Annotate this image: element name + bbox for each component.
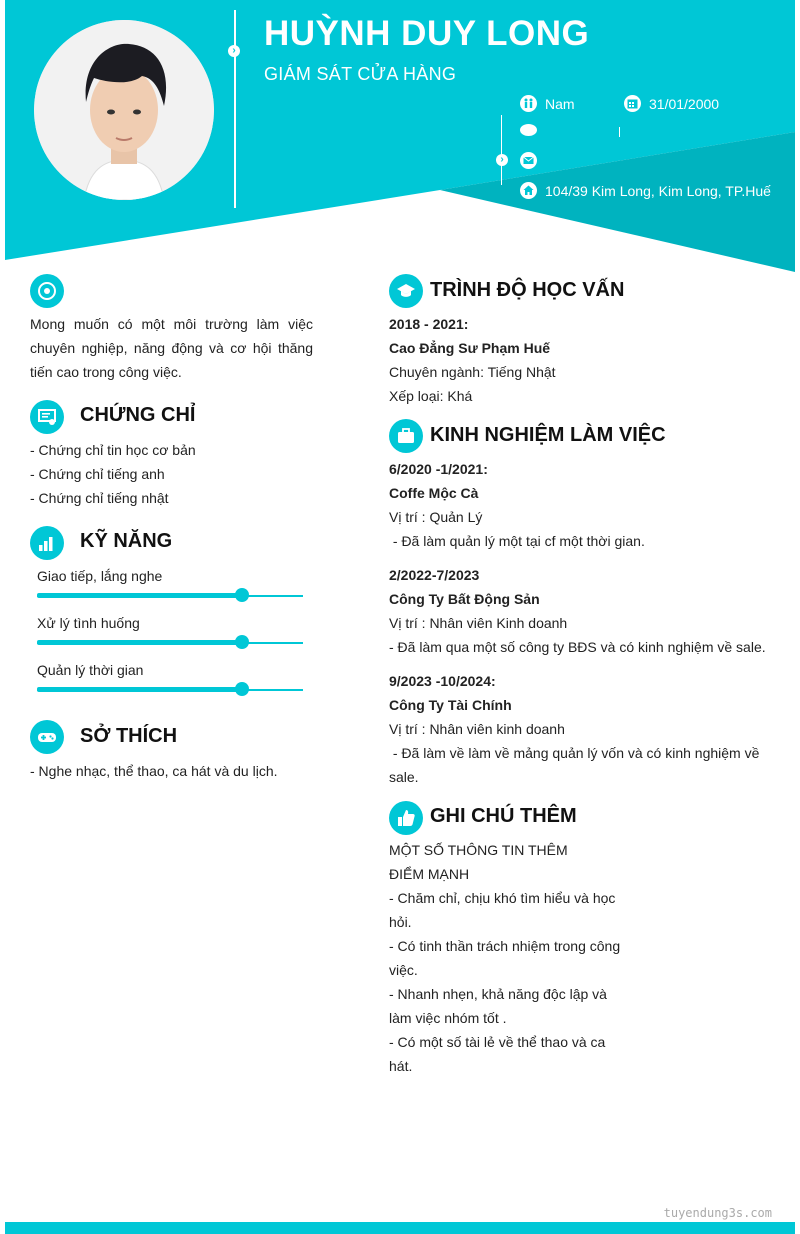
chevron-right-icon: ›: [228, 45, 240, 57]
job-position: Vị trí : Nhân viên kinh doanh: [389, 721, 565, 737]
gender-value: Nam: [545, 96, 575, 112]
skill-bar-fill: [37, 640, 242, 645]
note-line: - Nhanh nhẹn, khả năng độc lập và: [389, 986, 607, 1002]
education-title: TRÌNH ĐỘ HỌC VẤN: [430, 279, 625, 301]
candidate-name: HUỲNH DUY LONG: [264, 14, 590, 53]
skill-bar-knob: [235, 682, 249, 696]
target-icon: [30, 274, 64, 308]
certificate-icon: [30, 400, 64, 434]
note-line: - Có một số tài lẻ về thể thao và ca: [389, 1034, 606, 1050]
phone-icon: [520, 124, 537, 136]
note-line: MỘT SỐ THÔNG TIN THÊM: [389, 842, 568, 858]
note-line: hát.: [389, 1058, 413, 1074]
education-grade: Xếp loại: Khá: [389, 388, 473, 404]
job-position: Vị trí : Quản Lý: [389, 509, 483, 525]
job-description: - Đã làm về làm về mảng quản lý vốn và có kinh nghiệm về: [389, 745, 760, 761]
skill-label: Xử lý tình huống: [37, 615, 140, 631]
thumbs-up-icon: [389, 801, 423, 835]
note-line: việc.: [389, 962, 418, 978]
notes-title: GHI CHÚ THÊM: [430, 805, 577, 827]
job-description: - Đã làm quản lý một tại cf một thời gian.: [389, 533, 645, 549]
job-company: Công Ty Bất Động Sản: [389, 591, 540, 607]
note-line: - Có tinh thần trách nhiệm trong công: [389, 938, 621, 954]
note-line: - Chăm chỉ, chịu khó tìm hiểu và học: [389, 890, 616, 906]
skill-bar-knob: [235, 635, 249, 649]
education-major: Chuyên ngành: Tiếng Nhật: [389, 364, 556, 380]
note-line: ĐIỂM MẠNH: [389, 866, 470, 882]
certificate-item: - Chứng chỉ tiếng nhật: [30, 490, 169, 506]
hobbies-text: - Nghe nhạc, thể thao, ca hát và du lịch.: [30, 763, 278, 779]
email-icon: [520, 152, 537, 169]
skill-bar-fill: [37, 593, 242, 598]
skill-label: Giao tiếp, lắng nghe: [37, 568, 163, 584]
job-company: Công Ty Tài Chính: [389, 697, 512, 713]
certificates-title: CHỨNG CHỈ: [80, 404, 196, 426]
candidate-role: GIÁM SÁT CỬA HÀNG: [264, 64, 457, 84]
watermark-text: tuyendung3s.com: [663, 1206, 772, 1220]
briefcase-icon: [389, 419, 423, 453]
certificate-item: - Chứng chỉ tin học cơ bản: [30, 442, 196, 458]
note-line: làm việc nhóm tốt .: [389, 1010, 507, 1026]
bar-chart-icon: [30, 526, 64, 560]
skills-title: KỸ NĂNG: [80, 530, 173, 552]
gamepad-icon: [30, 720, 64, 754]
skill-bar-knob: [235, 588, 249, 602]
experience-title: KINH NGHIỆM LÀM VIỆC: [430, 424, 666, 446]
text-cursor: [619, 127, 620, 137]
job-period: 9/2023 -10/2024:: [389, 673, 496, 689]
footer-bar: [5, 1222, 795, 1234]
job-description: - Đã làm qua một số công ty BĐS và có kinh nghiệm về sale.: [389, 639, 766, 655]
education-period: 2018 - 2021:: [389, 316, 469, 332]
chevron-right-icon: ›: [496, 154, 508, 166]
graduation-cap-icon: [389, 274, 423, 308]
job-period: 6/2020 -1/2021:: [389, 461, 488, 477]
skill-label: Quản lý thời gian: [37, 662, 144, 678]
certificate-item: - Chứng chỉ tiếng anh: [30, 466, 165, 482]
gender-icon: [520, 95, 537, 112]
address-value: 104/39 Kim Long, Kim Long, TP.Huế: [545, 183, 771, 199]
job-company: Coffe Mộc Cà: [389, 485, 479, 501]
header-divider-line: [234, 10, 236, 208]
job-description: sale.: [389, 769, 419, 785]
calendar-icon: [624, 95, 641, 112]
skill-bar-fill: [37, 687, 242, 692]
note-line: hỏi.: [389, 914, 412, 930]
objective-text: Mong muốn có một môi trường làm việc chuyên nghiệp, năng động và cơ hội thăng tiến cao trong công việc.: [30, 316, 313, 380]
birthdate-value: 31/01/2000: [649, 96, 720, 112]
home-icon: [520, 182, 537, 199]
info-divider-line: [501, 115, 502, 185]
job-position: Vị trí : Nhân viên Kinh doanh: [389, 615, 568, 631]
education-school: Cao Đẳng Sư Phạm Huế: [389, 340, 551, 356]
job-period: 2/2022-7/2023: [389, 567, 480, 583]
hobbies-title: SỞ THÍCH: [80, 725, 178, 747]
profile-photo: [34, 20, 214, 200]
